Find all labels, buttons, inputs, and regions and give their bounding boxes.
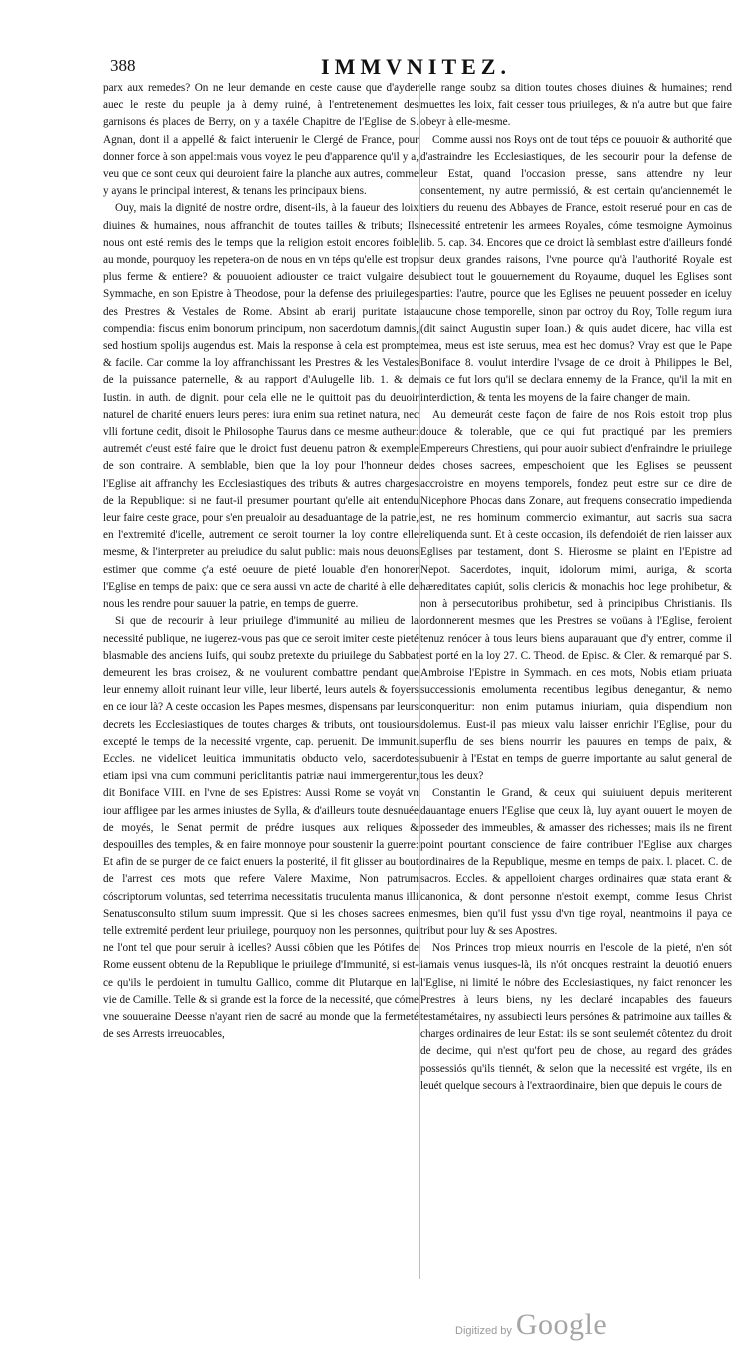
- paragraph: Si que de recourir à leur priuilege d'immunité au milieu de la necessité publique, ne iugerez-vous pas que ce seroit imiter ceste pieté blasmable des anciens Iuifs, qui soubz pretexte du priuilege du Sabbat demeurent les bras croisez, & ne voulurent combattre pendant que leur ennemy alloit ruinant leur ville, leur liberté, leurs autels & foyers en ce iour là? A ceste occasion les Papes mesmes, dispensans par leurs decrets les Ecclesiastiques de toutes charges & tributs, ont tousiours excepté le temps de la necessité vrgente, cap. peruenit. De immunit. Eccles. ne videlicet leuitica immunitatis obducto velo, sacerdotes etiam ipsi vna cum communi periclitantis patriæ naui immergerentur, dit Boniface VIII. en l'vne de ses Epistres: Aussi Rome se voyát vn iour affligee par les armes iniustes de Sylla, & d'ailleurs toute desnuée de moyés, le Senat permit de prédre iusques aux reliques & despouilles des temples, & en faire monnoye pour soustenir la guerre: Et afin de se purger de ce faict enuers la posterité, il fit glisser au bout de l'arrest ces mots que refere Valere Maxime, Non patrum cóscriptorum voluntas, sed teterrima necessitatis truculenta manus illi Senatusconsulto stilum suum impressit. Que si les choses sacrees en telle extremité perdent leur priuilege, pourquoy non les personnes, qui ne l'ont tel que pour seruir à icelles? Aussi côbien que les Pótifes de Rome eussent obtenu de la Republique le priuilege d'Immunité, si est-ce qu'ils le perdoient in tumultu Gallico, comme dit Plutarque en la vie de Camille. Telle & si grande est la force de la necessité, que cóme vne souueraine Deesse n'ayant rien de sacré au monde que la fermeté de ses Arrests irreuocables,: [103, 615, 419, 1041]
- right-column: [420, 80, 732, 1280]
- left-column: [103, 80, 419, 1280]
- paragraph: Comme aussi nos Roys ont de tout téps ce pouuoir & authorité que d'astraindre les Ecclesiastiques, de les secourir pour la defense de leur Estat, quand l'occasion presse, sans attendre ny leur consentement, ny autre permissió, & est certain qu'anciennemét le tiers du reuenu des Abbayes de France, estoit reserué pour en cas de necessité entretenir les armees Royales, cóme tesmoigne Aymoinus lib. 5. cap. 34. Encores que ce droict là semblast estre d'ailleurs fondé sur deux grandes raisons, l'vne pource qu'à l'authorité Royale est subiect tout le gouuernement du Royaume, duquel les Eglises sont parties: l'autre, pource que les Eglises ne peuuent posseder en iceluy aucune chose temporelle, sinon par octroy du Roy, Tolle regum iura (dit sainct Augustin super Ioan.) & quis audet dicere, hac villa est mea, meus est iste seruus, mea est hec domus? Vray est que le Pape Boniface 8. voulut interdire l'vsage de ce droit à Philippes le Bel, mais ce fut lors qu'il se declara ennemy de la France, qu'il la mit en interdiction, & tenta les moyens de la faire changer de main.: [420, 133, 732, 404]
- page-number: 388: [110, 56, 136, 75]
- google-logo: Google: [515, 1308, 608, 1341]
- running-title: IMMVNITEZ.: [321, 54, 511, 79]
- paragraph: parx aux remedes? On ne leur demande en ceste cause que d'ayder auec le reste du peuple ja à demy ruiné, à l'entretenement des garnisons és places de Berry, on y a taxéle Chapitre de l'Eglise de S. Agnan, dont il a appellé & faict interuenir le Clergé de France, pour donner force à son appel:mais vous voyez le peu d'apparence qu'il y a, veu que ce sont ceux qui deuroient faire la planche aux autres, comme y ayans le principal interest, & tenans les principaux biens.: [103, 82, 419, 198]
- paragraph: Constantin le Grand, & ceux qui suiuiuent depuis meriterent dauantage enuers l'Eglise que ceux là, luy ayant ouuert le moyen de posseder des immeubles, & amasser des richesses; mais ils ne firent point pourtant conscience de faire contribuer l'Eglise aux charges ordinaires de la Republique, mesme en temps de paix. l. placet. C. de sacros. Eccles. & appelloient charges ordinaires quæ stata erant & canonica, & dont personne n'estoit exempt, comme Iesus Christ mesmes, bien qu'il fust yssu d'vn tige royal, neantmoins il paya ce tribut pour luy & ses Apostres.: [420, 787, 732, 937]
- digitized-by-label: Digitized by: [455, 1325, 512, 1337]
- paragraph: Au demeurát ceste façon de faire de nos Rois estoit trop plus douce & tolerable, que ce qui fut practiqué par les premiers Empereurs Chrestiens, qui pour auoir subiect d'enfraindre le priuilege des choses sacrees, empeschoient que les Eglises se peussent accroistre en moyens temporels, fondez peut estre sur ce dire de Nicephore Phocas dans Zonare, aut frequens consecratio impedienda est, ne res hominum commercio eximantur, aut sacris sua sacra reliquenda sunt. Et à ceste occasion, ils defendoiét de rien laisser aux Eglises par testament, dont S. Hierosme se plaint en l'Epistre ad Nepot. Sacerdotes, inquit, idolorum mimi, auriga, & scorta hæreditates capiút, solis clericis & monachis hoc lege prohibetur, & non à persecutoribus prohibetur, sed à principibus Christianis. Ils ordonnerent mesmes que les Prestres se voüans à l'Eglise, feroient tenuz renócer à tous leurs biens auparauant que d'y entrer, comme il est porté en la loy 27. C. Theod. de Episc. & Cler. & remarqué par S. Ambroise l'Epistre in Symmach. en ces mots, Nobis etiam priuata successionis emolumenta recentibus legibus denegantur, & nemo conqueritur: non enim putamus iniuriam, quia dispendium non dolemus. Eust-il pas mieux valu laisser enrichir l'Eglise, pour du superflu de ses biens nourrir les pauures en temps de paix, & subuenir à l'Estat en temps de guerre importante au salut general de tous les deux?: [420, 408, 732, 783]
- paragraph: Nos Princes trop mieux nourris en l'escole de la pieté, n'en sót iamais venus iusques-là, ils n'ót oncques restraint la deuotió enuers l'Eglise, ni limité le nóbre des Ecclesiastiques, ny faict renoncer les Prestres à leurs biens, ny les declaré incapables des faueurs testamétaires, ny assubiecti leurs persónes & patrimoine aux tailles & charges ordinaires de leur Estat: ils se sont seulemét côtentez du droit de decime, qui n'est qu'fort peu de chose, au regard des grádes possessiós qu'ils tiennét, & selon que la necessité est vrgéte, ils en leuét quelque secours à l'extraordinaire, bien que depuis le cours de: [420, 942, 732, 1092]
- paragraph: elle range soubz sa dition toutes choses diuines & humaines; rend muettes les loix, fait cesser tous priuileges, & n'a autre but que faire obeyr à elle-mesme.: [420, 82, 732, 129]
- paragraph: Ouy, mais la dignité de nostre ordre, disent-ils, à la faueur des loix diuines & humaines, nous affranchit de toutes tailles & tributs; Ils nous ont esté remis des le temps que la religion estoit encores foible au monde, pourquoy les repetera-on de nous en vn téps qu'elle est trop plus ferme & entiere? & pouuoient adiouster ce traict vulgaire de Symmache, en son Epistre à Theodose, pour la defense des priuileges des Prestres & Vestales de Rome. Absint ab erarij puritate ista compendia: fiscus enim bonorum principum, non sacerdotum damnis, sed hostium spolijs augendus est. Mais la response à cela est prompte & facile. Car comme la loy affranchissant les Prestres & les Vestales de la puissance paternelle, & au rapport d'Aulugelle lib. 1. & de Iustin. in auth. de dignit. pour cela elle ne le quittoit pas du deuoir naturel de charité enuers leurs peres: iura enim sua retinet natura, nec vlli fortune cedit, disoit le Philosophe Taurus dans ce mesme autheur: autremét c'eust esté faire que le droict fust deuenu patron & exemple de son contraire. A semblable, bien que la loy pour l'honneur de l'Eglise ait affranchy les Ecclesiastiques des tributs & autres charges de la Republique: si ne faut-il presumer pourtant qu'elle ait entendu leur faire ceste grace, pour s'en preualoir au desaduantage de la patrie, en l'extremité d'icelle, autrement ce seroit tourner la loy contre elle mesme, & l'interpreter au preiudice du salut public: mais nous deuons estimer que comme ç'a esté oeuure de pieté louable d'en honorer l'Eglise en temps de paix: que ce sera aussi vn acte de charité à elle de nous les rendre pour sauuer la patrie, en temps de guerre.: [103, 202, 419, 611]
- digitized-watermark: [455, 1308, 635, 1348]
